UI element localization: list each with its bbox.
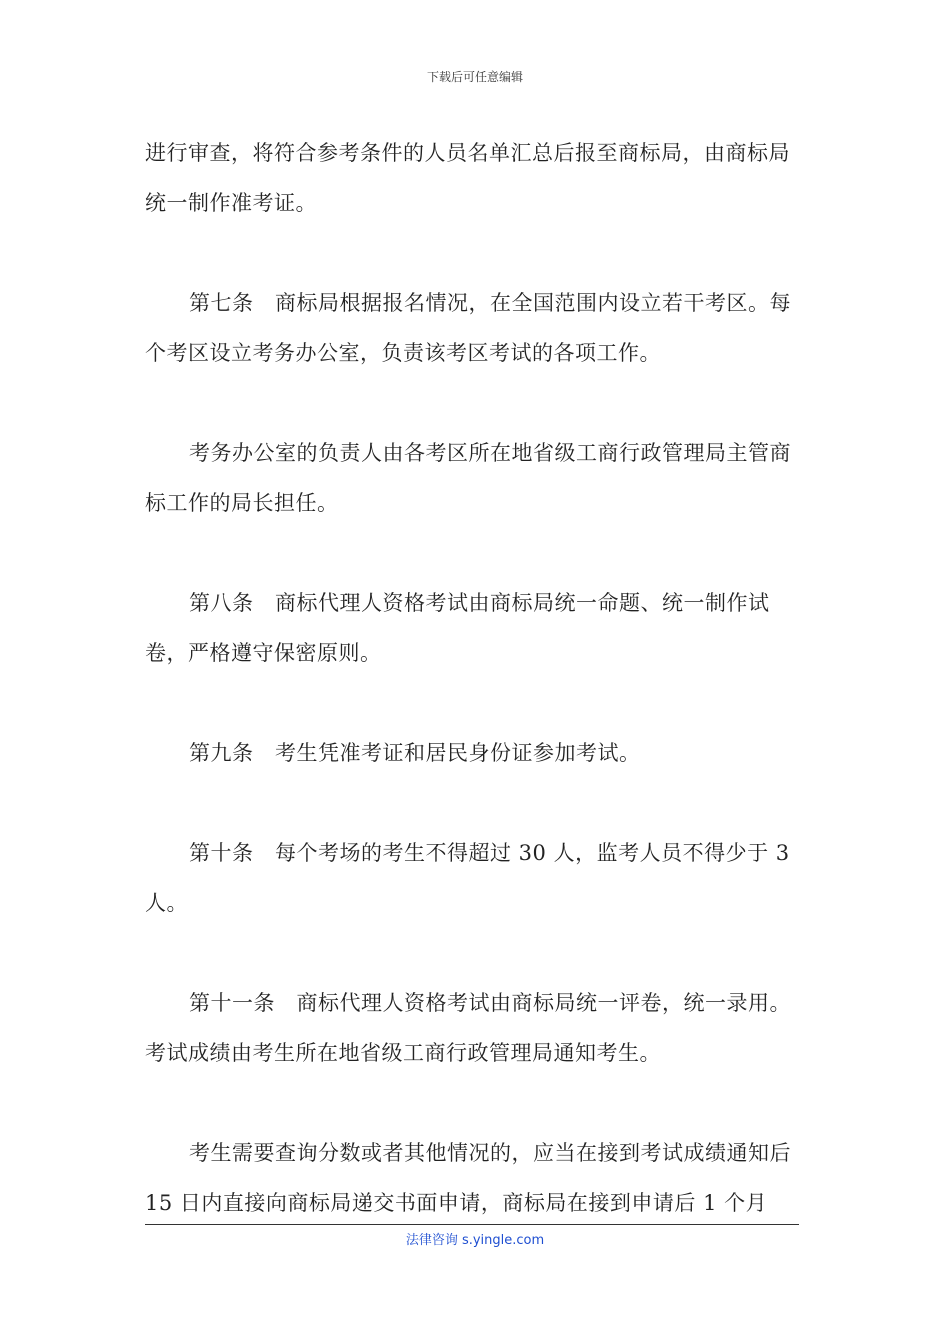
paragraph-1: 进行审查，将符合参考条件的人员名单汇总后报至商标局，由商标局统一制作准考证。 [145, 141, 790, 215]
footer-link[interactable]: 法律咨询 s.yingle.com [405, 1233, 545, 1248]
paragraph-exam-office: 考务办公室的负责人由各考区所在地省级工商行政管理局主管商标工作的局长担任。 [145, 441, 791, 515]
paragraph-article-9: 第九条 考生凭准考证和居民身份证参加考试。 [189, 741, 641, 765]
paragraph-article-8: 第八条 商标代理人资格考试由商标局统一命题、统一制作试卷，严格遵守保密原则。 [145, 591, 770, 665]
paragraph-article-11: 第十一条 商标代理人资格考试由商标局统一评卷，统一录用。考试成绩由考生所在地省级工商行政管理局通知考生。 [145, 991, 791, 1065]
paragraph-article-7: 第七条 商标局根据报名情况，在全国范围内设立若干考区。每个考区设立考务办公室，负责该考区考试的各项工作。 [145, 291, 791, 365]
paragraph-score-query: 考生需要查询分数或者其他情况的，应当在接到考试成绩通知后 15 日内直接向商标局递交书面申请，商标局在接到申请后 1 个月 [145, 1141, 799, 1215]
header-note: 下载后可任意编辑 [426, 70, 523, 84]
document-body [145, 128, 805, 1278]
paragraph-article-10: 第十条 每个考场的考生不得超过 30 人，监考人员不得少于 3 人。 [145, 841, 797, 915]
footer-divider [145, 1224, 799, 1225]
